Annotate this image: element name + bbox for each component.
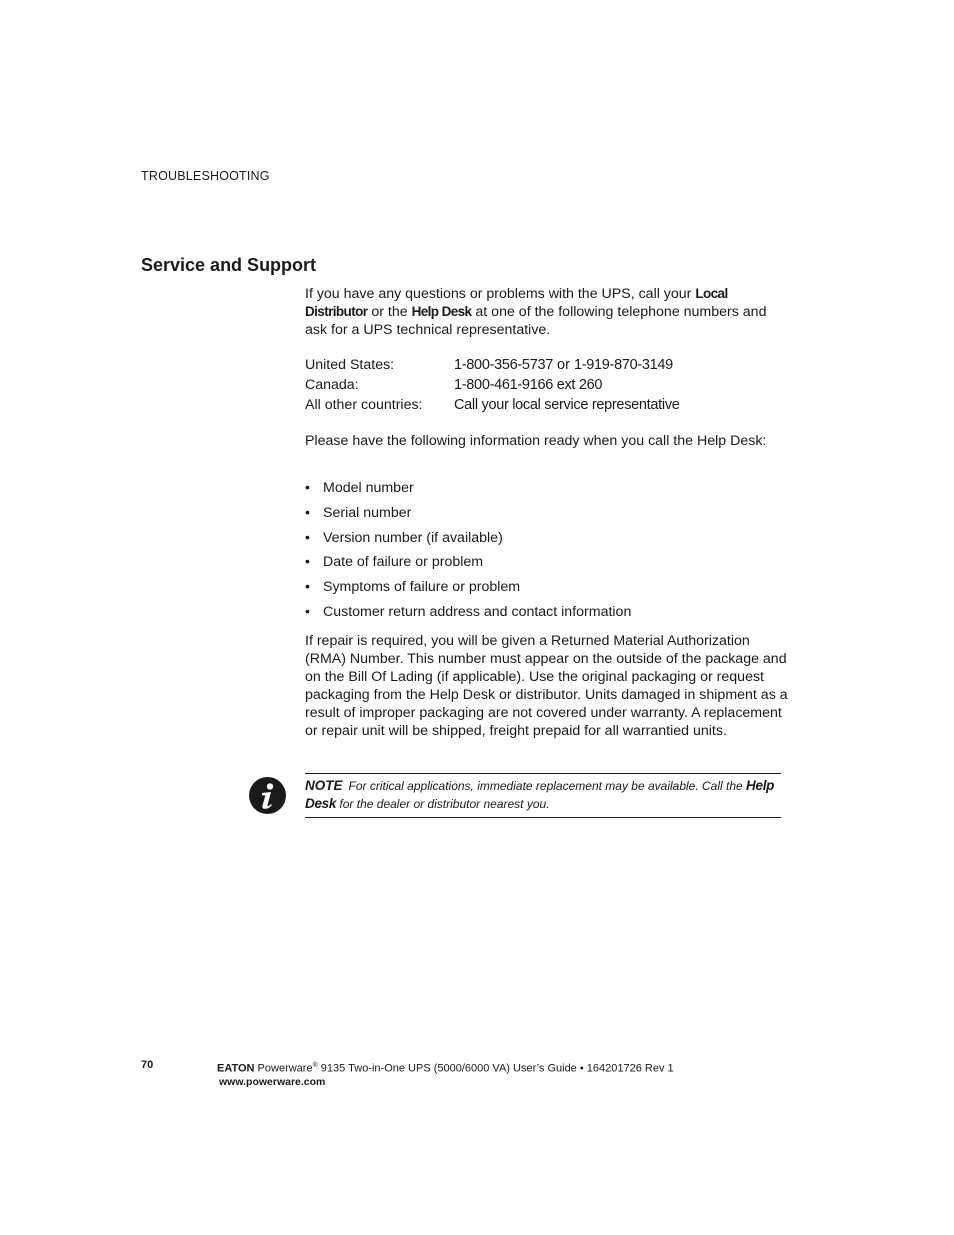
bullet-icon: • xyxy=(305,554,310,571)
list-item xyxy=(305,602,631,627)
list-item xyxy=(305,503,631,528)
info-icon xyxy=(249,777,286,814)
list-item xyxy=(305,478,631,503)
phone-secondary: 1-919-870-3149 xyxy=(573,357,673,373)
list-item-text: Serial number xyxy=(323,504,412,521)
intro-text-2: or the xyxy=(367,304,412,320)
intro-text-3: at one of the following telephone numbers and ask for a UPS technical representative. xyxy=(305,304,767,338)
info-checklist xyxy=(305,478,631,627)
note-tag: NOTE xyxy=(305,778,343,793)
contact-label: All other countries: xyxy=(305,397,423,413)
phone-or: or xyxy=(553,357,574,373)
footer-product-prefix: Powerware xyxy=(254,1062,313,1075)
intro-paragraph xyxy=(305,285,790,339)
registered-mark: ® xyxy=(312,1062,318,1069)
contact-phone xyxy=(454,356,673,374)
list-item-text: Date of failure or problem xyxy=(323,554,484,571)
local-distributor-term: Local Distributor xyxy=(305,286,728,319)
contact-label: United States: xyxy=(305,357,395,373)
list-item-text: Version number (if available) xyxy=(323,529,503,546)
contact-phone: Call your local service representative xyxy=(454,397,680,413)
footer xyxy=(217,1059,674,1089)
note-text-1: For critical applications, immediate replacement may be available. Call the xyxy=(348,779,747,793)
list-item xyxy=(305,577,631,602)
bullet-icon: • xyxy=(305,480,310,496)
page-number: 70 xyxy=(141,1059,154,1071)
repair-paragraph xyxy=(305,632,790,740)
footer-url: www.powerware.com xyxy=(219,1075,326,1088)
contact-row-canada xyxy=(305,376,790,396)
note-help-desk-term: Help Desk xyxy=(305,778,775,811)
list-item-text: Customer return address and contact information xyxy=(323,603,632,620)
section-label: TROUBLESHOOTING xyxy=(141,169,270,183)
page-heading: Service and Support xyxy=(141,255,317,275)
ready-text: Please have the following information ready when you call the Help Desk: xyxy=(305,433,767,449)
list-item xyxy=(305,528,631,553)
phone-primary: 1-800-356-5737 xyxy=(454,357,553,373)
note-text-2: for the dealer or distributor nearest you. xyxy=(336,797,550,811)
list-item-text: Symptoms of failure or problem xyxy=(323,579,521,596)
contact-list xyxy=(305,356,790,416)
contact-row-other xyxy=(305,396,790,416)
repair-text: If repair is required, you will be given a Returned Material Authorization (RMA) Number. This number must appear on the outside of the package and on the Bill Of Lading (if applicable). Use the original packaging or request packaging from the Help Desk or distributor. Units damaged in shipment as a result of improper packaging are not covered under warranty. A replacement or repair unit will be shipped, freight prepaid for all warrantied units. xyxy=(305,633,788,739)
list-item xyxy=(305,552,631,577)
bullet-icon: • xyxy=(305,504,310,521)
help-desk-term: Help Desk xyxy=(411,304,472,319)
list-item-text: Model number xyxy=(323,480,414,496)
bullet-icon: • xyxy=(305,603,310,620)
intro-text-1: If you have any questions or problems with the UPS, call your xyxy=(305,286,696,302)
footer-product-rest: 9135 Two-in-One UPS (5000/6000 VA) User’s Guide • 164201726 Rev 1 xyxy=(317,1062,674,1075)
contact-row-us xyxy=(305,356,790,376)
footer-brand: EATON xyxy=(217,1062,255,1075)
ready-paragraph xyxy=(305,432,790,450)
note-callout xyxy=(305,773,781,818)
contact-phone: 1-800-461-9166 ext 260 xyxy=(454,377,603,393)
contact-label: Canada: xyxy=(305,377,359,393)
bullet-icon: • xyxy=(305,529,310,546)
bullet-icon: • xyxy=(305,579,310,596)
